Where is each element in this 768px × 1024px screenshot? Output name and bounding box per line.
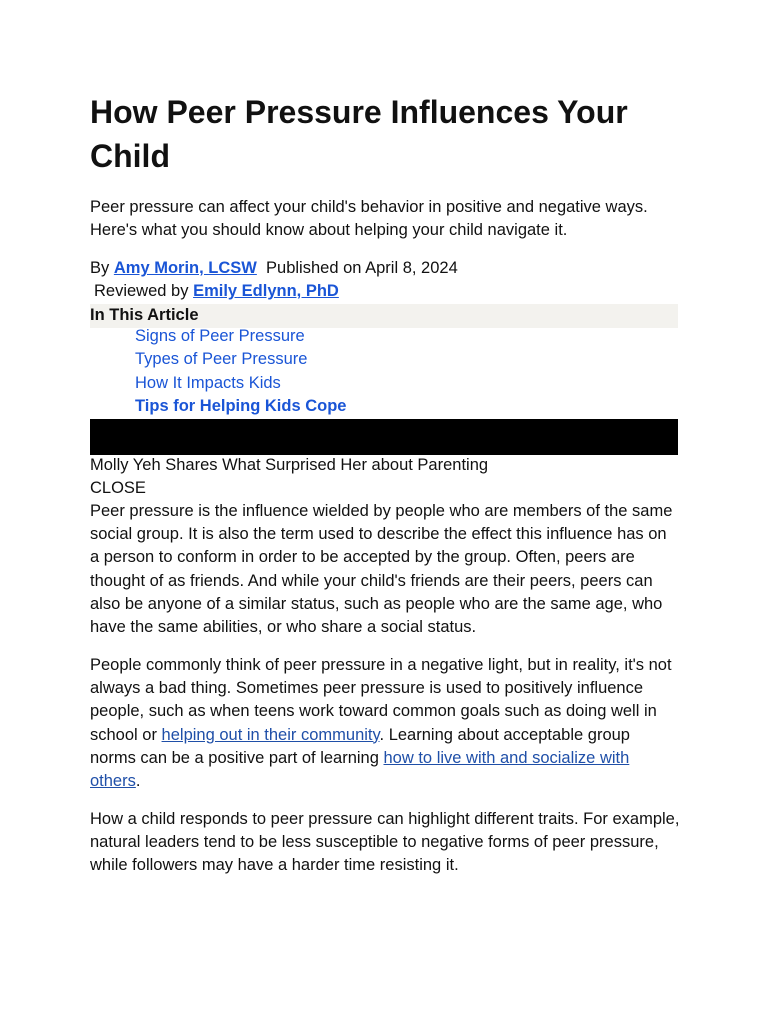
page-title: How Peer Pressure Influences Your Child	[90, 94, 628, 174]
toc-item-signs[interactable]: Signs of Peer Pressure	[135, 327, 305, 345]
reviewer-link[interactable]: Emily Edlynn, PhD	[193, 282, 339, 300]
reviewed-label: Reviewed by	[94, 282, 189, 300]
author-link[interactable]: Amy Morin, LCSW	[113, 259, 257, 277]
video-close-button[interactable]: CLOSE	[90, 479, 146, 497]
socialize-link[interactable]: how to live with and socialize with others	[90, 748, 630, 791]
reviewed-by	[94, 280, 339, 303]
paragraph-text: . Learning about acceptable group norms can be a positive part of learning	[90, 725, 630, 767]
toc-item-tips[interactable]: Tips for Helping Kids Cope	[135, 396, 347, 415]
paragraph-text: People commonly think of peer pressure in a negative light, but in reality, it's not always a bad thing. Sometimes peer pressure is used to positively influence people, such as when teens work toward common goals such as doing well in school or	[90, 656, 672, 744]
paragraph: How a child responds to peer pressure can highlight different traits. For example, natural leaders tend to be less susceptible to negative forms of peer pressure, while followers may have a harder time resisting it.	[90, 810, 680, 875]
paragraph: Peer pressure is the influence wielded by people who are members of the same social group. It is also the term used to describe the effect this influence has on a person to conform in order to be accepted by the group. Often, peers are thought of as friends. And while your child's friends are their peers, peers can also be anyone of a similar status, such as people who are the same age, who have the same abilities, or who share a social status.	[90, 502, 673, 637]
toc-heading: In This Article	[90, 304, 678, 328]
video-caption: Molly Yeh Shares What Surprised Her about Parenting	[90, 456, 489, 474]
toc-item-impacts[interactable]: How It Impacts Kids	[135, 373, 281, 392]
published-date: Published on April 8, 2024	[266, 259, 458, 277]
toc-item-types[interactable]: Types of Peer Pressure	[135, 350, 308, 369]
paragraph-text: .	[135, 772, 141, 791]
byline	[90, 257, 678, 280]
community-link[interactable]: helping out in their community	[161, 725, 380, 744]
byline-by-label: By	[90, 259, 110, 277]
paragraph	[90, 654, 680, 793]
article-subtitle: Peer pressure can affect your child's behavior in positive and negative ways. Here's what you should know about helping your child navigate it.	[90, 198, 648, 239]
table-of-contents	[135, 325, 346, 418]
video-player[interactable]	[90, 419, 678, 455]
